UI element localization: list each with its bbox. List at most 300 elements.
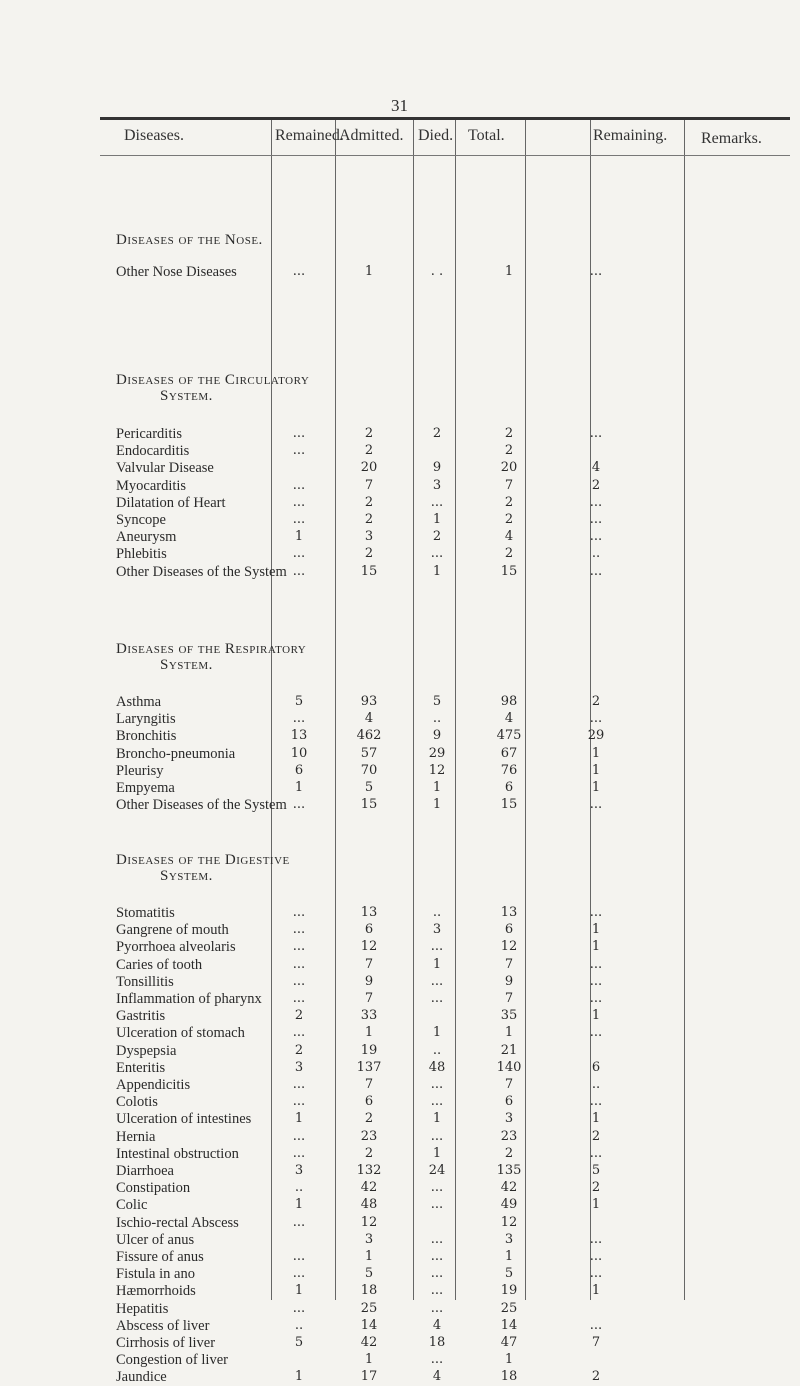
total-cell: 7 xyxy=(504,477,514,493)
remained-cell: ... xyxy=(292,939,306,955)
disease-name: Broncho-pneumonia xyxy=(116,745,236,762)
disease-name: Valvular Disease xyxy=(116,460,214,477)
admitted-cell: 5 xyxy=(364,1266,374,1282)
admitted-cell: 7 xyxy=(364,477,374,493)
disease-name: Jaundice xyxy=(116,1369,167,1386)
admitted-cell: 93 xyxy=(360,694,378,709)
total-cell: 23 xyxy=(500,1128,518,1144)
admitted-cell: 13 xyxy=(360,905,378,920)
remaining-cell: 1 xyxy=(591,780,601,795)
admitted-cell: 12 xyxy=(360,939,378,955)
remained-cell: 5 xyxy=(294,1335,304,1350)
table-row xyxy=(0,711,800,728)
died-cell: ... xyxy=(430,1249,444,1264)
table-row xyxy=(0,426,800,443)
total-cell: 4 xyxy=(504,711,514,727)
total-cell: 2 xyxy=(504,443,514,459)
admitted-cell: 42 xyxy=(360,1180,378,1196)
table-row xyxy=(0,1197,800,1214)
admitted-cell: 12 xyxy=(360,1214,378,1230)
admitted-cell: 132 xyxy=(356,1163,382,1178)
died-cell: ... xyxy=(430,1231,444,1247)
admitted-cell: 462 xyxy=(356,728,382,744)
remained-cell: 1 xyxy=(294,529,304,545)
remained-cell: ... xyxy=(292,1094,306,1110)
disease-name: Other Diseases of the System xyxy=(116,797,287,814)
table-row xyxy=(0,1077,800,1094)
died-cell: ... xyxy=(430,1266,444,1282)
died-cell: 1 xyxy=(432,563,442,579)
died-cell: ... xyxy=(430,1077,444,1092)
admitted-cell: 1 xyxy=(364,1249,374,1264)
table-row xyxy=(0,1335,800,1352)
died-cell: 1 xyxy=(432,956,442,972)
remaining-cell: ... xyxy=(589,956,603,972)
section-title: Diseases of the Nose. xyxy=(116,232,263,248)
disease-name: Appendicitis xyxy=(116,1077,191,1093)
died-cell: 24 xyxy=(428,1163,446,1178)
admitted-cell: 7 xyxy=(364,991,374,1006)
remained-cell: ... xyxy=(292,905,306,920)
table-row xyxy=(0,512,800,529)
admitted-cell: 15 xyxy=(360,563,378,579)
table-row xyxy=(0,694,800,711)
table-row xyxy=(0,780,800,797)
remained-cell: 1 xyxy=(294,1197,304,1213)
total-cell: 1 xyxy=(504,1249,514,1264)
total-cell: 1 xyxy=(504,1025,514,1041)
admitted-cell: 33 xyxy=(360,1008,378,1024)
died-cell: ... xyxy=(430,1197,444,1213)
table-row xyxy=(0,1094,800,1111)
admitted-cell: 6 xyxy=(364,922,374,938)
remaining-cell: ... xyxy=(589,1266,603,1282)
remaining-cell: 1 xyxy=(591,939,601,955)
remained-cell: ... xyxy=(292,1266,306,1282)
table-row xyxy=(0,746,800,763)
total-cell: 25 xyxy=(500,1300,518,1316)
table-row xyxy=(0,1111,800,1128)
remaining-cell: ... xyxy=(589,529,603,545)
total-cell: 47 xyxy=(500,1335,518,1350)
admitted-cell: 15 xyxy=(360,797,378,813)
disease-name: Myocarditis xyxy=(116,477,187,494)
remained-cell: ... xyxy=(292,973,306,989)
remaining-cell: 2 xyxy=(591,1369,601,1385)
total-cell: 475 xyxy=(496,728,522,744)
remaining-cell: 6 xyxy=(591,1059,601,1075)
remained-cell: ... xyxy=(292,443,306,459)
disease-name: Intestinal obstruction xyxy=(116,1145,239,1162)
remained-cell: ... xyxy=(292,512,306,527)
remaining-cell: 5 xyxy=(591,1163,601,1178)
remaining-cell: 2 xyxy=(591,1180,601,1196)
total-cell: 21 xyxy=(500,1042,518,1058)
total-cell: 6 xyxy=(504,1094,514,1110)
table-row xyxy=(0,1163,800,1180)
total-cell: 2 xyxy=(504,546,514,562)
disease-name: Pyorrhoea alveolaris xyxy=(116,939,236,956)
total-cell: 9 xyxy=(504,973,514,989)
table-row xyxy=(0,974,800,991)
header-remaining: Remaining. xyxy=(593,127,668,144)
disease-name: Abscess of liver xyxy=(116,1317,210,1334)
died-cell: ... xyxy=(430,1283,444,1299)
table-row xyxy=(0,922,800,939)
disease-name: Dilatation of Heart xyxy=(116,494,226,511)
died-cell: .. xyxy=(432,905,442,920)
header-remained: Remained. xyxy=(275,127,344,144)
section-subtitle: System. xyxy=(160,388,213,404)
remained-cell: ... xyxy=(292,1145,306,1161)
admitted-cell: 6 xyxy=(364,1094,374,1110)
remained-cell: ... xyxy=(292,563,306,579)
total-cell: 19 xyxy=(500,1283,518,1299)
died-cell: ... xyxy=(430,1300,444,1316)
total-cell: 98 xyxy=(500,694,518,709)
table-row xyxy=(0,1008,800,1025)
disease-name: Ischio-rectal Abscess xyxy=(116,1214,239,1231)
remained-cell: 1 xyxy=(294,780,304,795)
admitted-cell: 17 xyxy=(360,1369,378,1385)
died-cell: ... xyxy=(430,1094,444,1110)
remaining-cell: ... xyxy=(589,711,603,727)
admitted-cell: 4 xyxy=(364,711,374,727)
table-row xyxy=(0,763,800,780)
table-row xyxy=(0,957,800,974)
admitted-cell: 70 xyxy=(360,762,378,778)
total-cell: 6 xyxy=(504,780,514,795)
died-cell: 29 xyxy=(428,745,446,761)
total-cell: 3 xyxy=(504,1231,514,1247)
table-row xyxy=(0,991,800,1008)
disease-name: Gastritis xyxy=(116,1008,166,1025)
remained-cell: 2 xyxy=(294,1008,304,1024)
disease-name: Stomatitis xyxy=(116,905,175,921)
header-total: Total. xyxy=(468,127,505,144)
died-cell: 1 xyxy=(432,1111,442,1127)
total-cell: 2 xyxy=(504,494,514,510)
total-cell: 5 xyxy=(504,1266,514,1282)
admitted-cell: 2 xyxy=(364,426,374,441)
table-row xyxy=(0,728,800,745)
table-row xyxy=(0,1043,800,1060)
remained-cell: ... xyxy=(292,477,306,493)
disease-name: Fistula in ano xyxy=(116,1266,195,1283)
admitted-cell: 5 xyxy=(364,780,374,795)
remaining-cell: 4 xyxy=(591,460,601,476)
section-title: Diseases of the Digestive xyxy=(116,852,290,868)
table-row xyxy=(0,797,800,814)
table-row xyxy=(0,939,800,956)
admitted-cell: 137 xyxy=(356,1059,382,1075)
disease-name: Colotis xyxy=(116,1094,158,1111)
table-row xyxy=(0,564,800,581)
admitted-cell: 2 xyxy=(364,1145,374,1161)
remained-cell: ... xyxy=(292,1077,306,1092)
remained-cell: 1 xyxy=(294,1111,304,1127)
table-row xyxy=(0,1180,800,1197)
remained-cell: ... xyxy=(292,426,306,441)
table-row xyxy=(0,905,800,922)
disease-name: Hernia xyxy=(116,1128,156,1145)
disease-name: Empyema xyxy=(116,780,175,796)
remained-cell: ... xyxy=(292,494,306,510)
total-cell: 2 xyxy=(504,1145,514,1161)
table-row xyxy=(0,1266,800,1283)
table-row xyxy=(0,1146,800,1163)
admitted-cell: 2 xyxy=(364,443,374,459)
admitted-cell: 57 xyxy=(360,745,378,761)
died-cell: .. xyxy=(432,1042,442,1058)
died-cell: ... xyxy=(430,1128,444,1144)
total-cell: 49 xyxy=(500,1197,518,1213)
total-cell: 20 xyxy=(500,460,518,476)
table-row xyxy=(0,546,800,563)
admitted-cell: 1 xyxy=(364,1025,374,1041)
admitted-cell: 2 xyxy=(364,512,374,527)
remained-cell: 1 xyxy=(294,1283,304,1299)
disease-name: Dyspepsia xyxy=(116,1042,177,1059)
table-row xyxy=(0,1369,800,1386)
remaining-cell: 2 xyxy=(591,694,601,709)
section-subtitle: System. xyxy=(160,868,213,884)
total-cell: 12 xyxy=(500,939,518,955)
admitted-cell: 1 xyxy=(364,264,374,279)
total-cell: 135 xyxy=(496,1163,522,1178)
disease-name: Tonsillitis xyxy=(116,973,174,990)
died-cell: 4 xyxy=(432,1369,442,1385)
table-row xyxy=(0,529,800,546)
admitted-cell: 2 xyxy=(364,494,374,510)
disease-name: Gangrene of mouth xyxy=(116,922,229,939)
remaining-cell: ... xyxy=(589,1145,603,1161)
admitted-cell: 19 xyxy=(360,1042,378,1058)
total-cell: 76 xyxy=(500,762,518,778)
admitted-cell: 3 xyxy=(364,1231,374,1247)
header-diseases: Diseases. xyxy=(124,127,184,144)
table-row xyxy=(0,1318,800,1335)
total-cell: 1 xyxy=(504,264,514,279)
total-cell: 7 xyxy=(504,991,514,1006)
died-cell: 48 xyxy=(428,1059,446,1075)
header-admitted: Admitted. xyxy=(339,127,404,144)
died-cell: 1 xyxy=(432,797,442,813)
disease-name: Syncope xyxy=(116,512,166,528)
disease-name: Enteritis xyxy=(116,1059,166,1076)
disease-name: Colic xyxy=(116,1197,148,1214)
total-cell: 7 xyxy=(504,1077,514,1092)
remained-cell: ... xyxy=(292,711,306,727)
died-cell: ... xyxy=(430,494,444,510)
remaining-cell: ... xyxy=(589,1317,603,1333)
disease-name: Caries of tooth xyxy=(116,956,203,973)
admitted-cell: 2 xyxy=(364,1111,374,1127)
admitted-cell: 7 xyxy=(364,1077,374,1092)
remained-cell: 10 xyxy=(290,745,308,761)
remaining-cell: ... xyxy=(589,494,603,510)
admitted-cell: 23 xyxy=(360,1128,378,1144)
total-cell: 67 xyxy=(500,745,518,761)
table-row xyxy=(0,478,800,495)
table-row xyxy=(0,1232,800,1249)
disease-name: Endocarditis xyxy=(116,443,190,460)
disease-name: Other Diseases of the System xyxy=(116,563,287,580)
disease-name: Phlebitis xyxy=(116,546,167,563)
died-cell: 1 xyxy=(432,780,442,795)
admitted-cell: 25 xyxy=(360,1300,378,1316)
admitted-cell: 20 xyxy=(360,460,378,476)
died-cell: 1 xyxy=(432,1145,442,1161)
remaining-cell: 1 xyxy=(591,1197,601,1213)
total-cell: 7 xyxy=(504,956,514,972)
remained-cell: 2 xyxy=(294,1042,304,1058)
remaining-cell: .. xyxy=(591,546,601,562)
died-cell: 2 xyxy=(432,426,442,441)
remained-cell: 5 xyxy=(294,694,304,709)
remained-cell: ... xyxy=(292,1128,306,1144)
died-cell: 3 xyxy=(432,477,442,493)
remained-cell: ... xyxy=(292,797,306,813)
died-cell: 9 xyxy=(432,460,442,476)
disease-name: Diarrhoea xyxy=(116,1163,174,1179)
remaining-cell: ... xyxy=(589,1231,603,1247)
died-cell: ... xyxy=(430,991,444,1006)
remained-cell: 3 xyxy=(294,1163,304,1178)
table-row xyxy=(0,443,800,460)
remaining-cell: 2 xyxy=(591,1128,601,1144)
total-cell: 35 xyxy=(500,1008,518,1024)
remained-cell: ... xyxy=(292,264,306,279)
disease-name: Cirrhosis of liver xyxy=(116,1335,216,1351)
section-subtitle: System. xyxy=(160,657,213,673)
admitted-cell: 14 xyxy=(360,1317,378,1333)
table-row xyxy=(0,1301,800,1318)
remained-cell: 3 xyxy=(294,1059,304,1075)
remaining-cell: ... xyxy=(589,797,603,813)
disease-name: Hæmorrhoids xyxy=(116,1283,196,1300)
remained-cell: ... xyxy=(292,922,306,938)
remained-cell: ... xyxy=(292,956,306,972)
total-cell: 6 xyxy=(504,922,514,938)
total-cell: 18 xyxy=(500,1369,518,1385)
remaining-cell: ... xyxy=(589,426,603,441)
died-cell: ... xyxy=(430,1180,444,1196)
disease-name: Pleurisy xyxy=(116,762,164,779)
table-row xyxy=(0,1249,800,1266)
section-title: Diseases of the Respiratory xyxy=(116,641,307,657)
total-cell: 2 xyxy=(504,512,514,527)
remaining-cell: 29 xyxy=(587,728,605,744)
remained-cell: .. xyxy=(294,1180,304,1196)
remained-cell: ... xyxy=(292,991,306,1006)
died-cell: 3 xyxy=(432,922,442,938)
died-cell: ... xyxy=(430,1352,444,1368)
total-cell: 3 xyxy=(504,1111,514,1127)
disease-name: Aneurysm xyxy=(116,529,177,546)
remained-cell: ... xyxy=(292,1214,306,1230)
remained-cell: 13 xyxy=(290,728,308,744)
header-rule xyxy=(100,155,790,156)
page-number: 31 xyxy=(391,96,408,115)
died-cell: 5 xyxy=(432,694,442,709)
admitted-cell: 9 xyxy=(364,973,374,989)
died-cell: 9 xyxy=(432,728,442,744)
remaining-cell: 1 xyxy=(591,762,601,778)
remaining-cell: ... xyxy=(589,905,603,920)
disease-name: Other Nose Diseases xyxy=(116,264,237,280)
remaining-cell: ... xyxy=(589,512,603,527)
total-cell: 140 xyxy=(496,1059,522,1075)
remaining-cell: ... xyxy=(589,991,603,1006)
total-cell: 15 xyxy=(500,563,518,579)
disease-name: Ulcer of anus xyxy=(116,1231,195,1248)
table-row xyxy=(0,460,800,477)
total-cell: 13 xyxy=(500,905,518,920)
disease-name: Laryngitis xyxy=(116,711,176,728)
disease-name: Asthma xyxy=(116,694,162,710)
admitted-cell: 48 xyxy=(360,1197,378,1213)
died-cell: ... xyxy=(430,973,444,989)
died-cell: 1 xyxy=(432,512,442,527)
died-cell: . . xyxy=(430,264,444,279)
remained-cell: .. xyxy=(294,1317,304,1333)
disease-name: Pericarditis xyxy=(116,426,183,442)
remained-cell: ... xyxy=(292,546,306,562)
total-cell: 12 xyxy=(500,1214,518,1230)
died-cell: 2 xyxy=(432,529,442,545)
remaining-cell: 1 xyxy=(591,922,601,938)
died-cell: ... xyxy=(430,939,444,955)
remained-cell: 1 xyxy=(294,1369,304,1385)
remaining-cell: ... xyxy=(589,1094,603,1110)
table-row xyxy=(0,1025,800,1042)
table-row xyxy=(0,1352,800,1369)
disease-name: Bronchitis xyxy=(116,728,177,745)
total-cell: 1 xyxy=(504,1352,514,1368)
admitted-cell: 42 xyxy=(360,1335,378,1350)
admitted-cell: 2 xyxy=(364,546,374,562)
remaining-cell: .. xyxy=(591,1077,601,1092)
remaining-cell: ... xyxy=(589,1249,603,1264)
disease-name: Congestion of liver xyxy=(116,1352,228,1369)
header-remarks: Remarks. xyxy=(701,130,762,147)
died-cell: 4 xyxy=(432,1317,442,1333)
died-cell: 1 xyxy=(432,1025,442,1041)
disease-name: Inflammation of pharynx xyxy=(116,991,262,1007)
admitted-cell: 1 xyxy=(364,1352,374,1368)
disease-name: Ulceration of stomach xyxy=(116,1025,245,1042)
total-cell: 15 xyxy=(500,797,518,813)
remaining-cell: 7 xyxy=(591,1335,601,1350)
remaining-cell: ... xyxy=(589,973,603,989)
died-cell: 18 xyxy=(428,1335,446,1350)
remaining-cell: ... xyxy=(589,1025,603,1041)
remaining-cell: 2 xyxy=(591,477,601,493)
admitted-cell: 3 xyxy=(364,529,374,545)
remaining-cell: 1 xyxy=(591,745,601,761)
header-died: Died. xyxy=(418,127,454,144)
table-top-rule xyxy=(100,117,790,120)
admitted-cell: 18 xyxy=(360,1283,378,1299)
disease-name: Constipation xyxy=(116,1180,191,1197)
table-row xyxy=(0,495,800,512)
table-row xyxy=(0,1215,800,1232)
remained-cell: 6 xyxy=(294,762,304,778)
table-row xyxy=(0,264,800,281)
died-cell: .. xyxy=(432,711,442,727)
table-row xyxy=(0,1060,800,1077)
